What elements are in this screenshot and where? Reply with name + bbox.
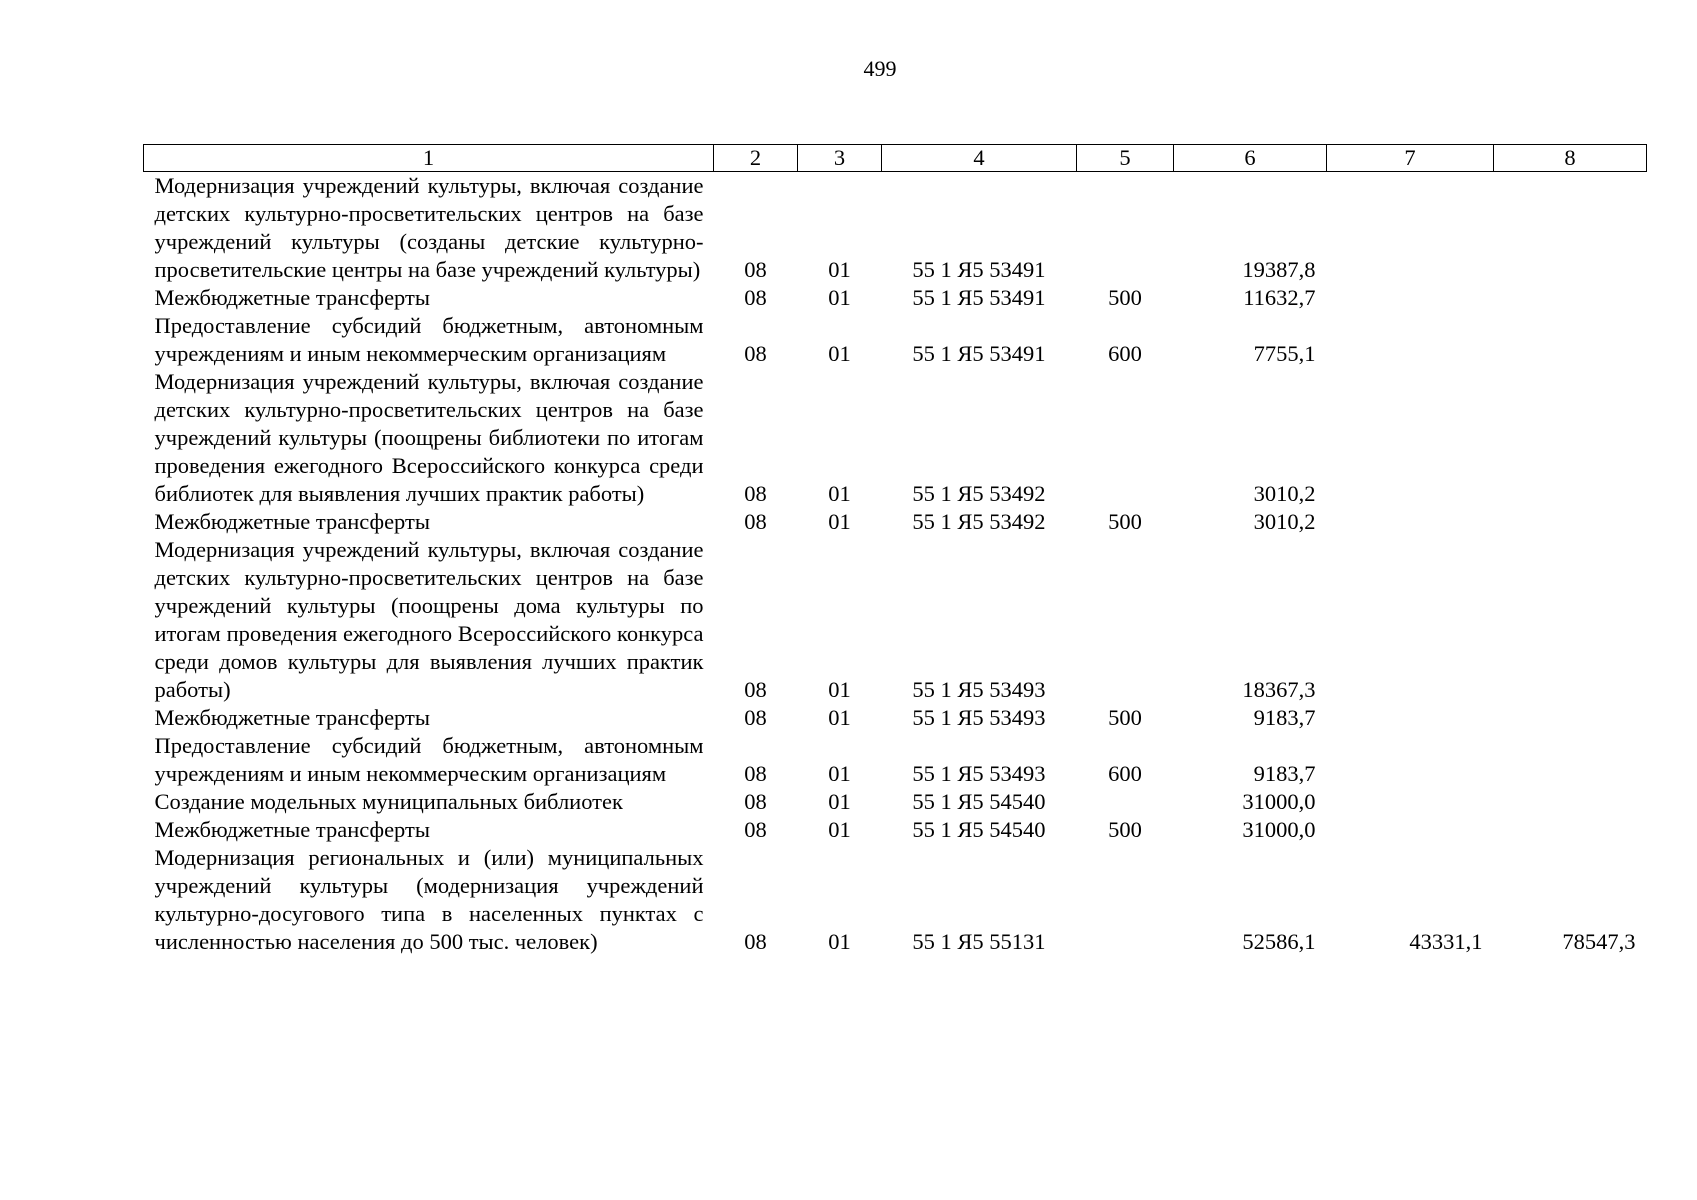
amount-col8 xyxy=(1494,816,1647,844)
column-header: 5 xyxy=(1077,145,1174,172)
expense-type-code: 500 xyxy=(1108,509,1142,534)
expense-type-code: 500 xyxy=(1108,705,1142,730)
table-row xyxy=(144,788,1647,816)
table-row xyxy=(144,312,1647,368)
section-code: 08 xyxy=(744,761,767,786)
row-name: Модернизация региональных и (или) муниципальных учреждений культуры (модернизация учреждений культурно-досугового типа в населенных пунктах с численностью населения до 500 тыс. человек) xyxy=(154,845,704,954)
subsection-code: 01 xyxy=(828,817,851,842)
column-header: 4 xyxy=(882,145,1077,172)
amount-col7 xyxy=(1327,704,1494,732)
target-article-code: 55 1 Я5 53492 xyxy=(912,481,1046,506)
amount-col6: 3010,2 xyxy=(1253,481,1316,506)
column-header: 8 xyxy=(1494,145,1647,172)
table-header-row xyxy=(144,145,1647,172)
row-name: Модернизация учреждений культуры, включая создание детских культурно-просветительских центров на базе учреждений культуры (поощрены библиотеки по итогам проведения ежегодного Всероссийского конкурса среди библиотек для выявления лучших практик работы) xyxy=(154,369,704,506)
section-code: 08 xyxy=(744,341,767,366)
table-row xyxy=(144,704,1647,732)
expense-type-code: 600 xyxy=(1108,341,1142,366)
subsection-code: 01 xyxy=(828,341,851,366)
amount-col8 xyxy=(1494,508,1647,536)
target-article-code: 55 1 Я5 55131 xyxy=(912,929,1046,954)
amount-col6: 9183,7 xyxy=(1253,705,1316,730)
row-name: Межбюджетные трансферты xyxy=(154,285,430,310)
amount-col6: 31000,0 xyxy=(1242,817,1316,842)
amount-col8: 78547,3 xyxy=(1562,929,1636,954)
table-row xyxy=(144,732,1647,788)
subsection-code: 01 xyxy=(828,761,851,786)
amount-col7 xyxy=(1327,536,1494,704)
amount-col6: 7755,1 xyxy=(1253,341,1316,366)
section-code: 08 xyxy=(744,285,767,310)
amount-col8 xyxy=(1494,312,1647,368)
table-row xyxy=(144,172,1647,285)
row-name: Создание модельных муниципальных библиотек xyxy=(154,789,623,814)
section-code: 08 xyxy=(744,705,767,730)
amount-col6: 3010,2 xyxy=(1253,509,1316,534)
budget-table xyxy=(143,144,1647,956)
table-row xyxy=(144,284,1647,312)
table-row xyxy=(144,844,1647,956)
table-row xyxy=(144,508,1647,536)
amount-col6: 18367,3 xyxy=(1242,677,1316,702)
target-article-code: 55 1 Я5 54540 xyxy=(912,789,1046,814)
amount-col6: 31000,0 xyxy=(1242,789,1316,814)
section-code: 08 xyxy=(744,789,767,814)
section-code: 08 xyxy=(744,817,767,842)
subsection-code: 01 xyxy=(828,677,851,702)
row-name: Предоставление субсидий бюджетным, автономным учреждениям и иным некоммерческим организациям xyxy=(154,313,704,366)
column-header: 6 xyxy=(1174,145,1327,172)
section-code: 08 xyxy=(744,481,767,506)
column-header: 1 xyxy=(144,145,714,172)
amount-col8 xyxy=(1494,704,1647,732)
target-article-code: 55 1 Я5 53493 xyxy=(912,761,1046,786)
row-name: Предоставление субсидий бюджетным, автономным учреждениям и иным некоммерческим организациям xyxy=(154,733,704,786)
amount-col8 xyxy=(1494,788,1647,816)
column-header: 7 xyxy=(1327,145,1494,172)
target-article-code: 55 1 Я5 53491 xyxy=(912,285,1046,310)
subsection-code: 01 xyxy=(828,789,851,814)
table-row xyxy=(144,536,1647,704)
target-article-code: 55 1 Я5 53493 xyxy=(912,705,1046,730)
amount-col6: 11632,7 xyxy=(1243,285,1316,310)
amount-col8 xyxy=(1494,732,1647,788)
row-name: Межбюджетные трансферты xyxy=(154,509,430,534)
section-code: 08 xyxy=(744,929,767,954)
amount-col7 xyxy=(1327,312,1494,368)
row-name: Модернизация учреждений культуры, включая создание детских культурно-просветительских центров на базе учреждений культуры (поощрены дома культуры по итогам проведения ежегодного Всероссийского конкурса среди домов культуры для выявления лучших практик работы) xyxy=(154,537,704,702)
section-code: 08 xyxy=(744,509,767,534)
row-name: Межбюджетные трансферты xyxy=(154,705,430,730)
subsection-code: 01 xyxy=(828,929,851,954)
section-code: 08 xyxy=(744,257,767,282)
subsection-code: 01 xyxy=(828,257,851,282)
expense-type-code xyxy=(1077,368,1174,508)
subsection-code: 01 xyxy=(828,509,851,534)
table-row xyxy=(144,816,1647,844)
amount-col8 xyxy=(1494,172,1647,285)
target-article-code: 55 1 Я5 54540 xyxy=(912,817,1046,842)
amount-col7 xyxy=(1327,732,1494,788)
subsection-code: 01 xyxy=(828,285,851,310)
target-article-code: 55 1 Я5 53492 xyxy=(912,509,1046,534)
expense-type-code: 500 xyxy=(1108,817,1142,842)
subsection-code: 01 xyxy=(828,705,851,730)
target-article-code: 55 1 Я5 53491 xyxy=(912,341,1046,366)
expense-type-code xyxy=(1077,172,1174,285)
amount-col6: 52586,1 xyxy=(1242,929,1316,954)
amount-col7 xyxy=(1327,368,1494,508)
expense-type-code xyxy=(1077,788,1174,816)
target-article-code: 55 1 Я5 53491 xyxy=(912,257,1046,282)
amount-col7 xyxy=(1327,788,1494,816)
row-name: Межбюджетные трансферты xyxy=(154,817,430,842)
amount-col7 xyxy=(1327,172,1494,285)
expense-type-code: 500 xyxy=(1108,285,1142,310)
section-code: 08 xyxy=(744,677,767,702)
page-number: 499 xyxy=(863,56,897,81)
column-header: 2 xyxy=(714,145,798,172)
amount-col7 xyxy=(1327,508,1494,536)
expense-type-code xyxy=(1077,844,1174,956)
amount-col7 xyxy=(1327,816,1494,844)
amount-col8 xyxy=(1494,536,1647,704)
target-article-code: 55 1 Я5 53493 xyxy=(912,677,1046,702)
amount-col6: 19387,8 xyxy=(1242,257,1316,282)
subsection-code: 01 xyxy=(828,481,851,506)
table-row xyxy=(144,368,1647,508)
amount-col6: 9183,7 xyxy=(1253,761,1316,786)
amount-col7 xyxy=(1327,284,1494,312)
amount-col8 xyxy=(1494,284,1647,312)
column-header: 3 xyxy=(798,145,882,172)
amount-col8 xyxy=(1494,368,1647,508)
expense-type-code: 600 xyxy=(1108,761,1142,786)
expense-type-code xyxy=(1077,536,1174,704)
row-name: Модернизация учреждений культуры, включая создание детских культурно-просветительских центров на базе учреждений культуры (созданы детские культурно-просветительские центры на базе учреждений культуры) xyxy=(154,173,704,282)
amount-col7: 43331,1 xyxy=(1409,929,1483,954)
